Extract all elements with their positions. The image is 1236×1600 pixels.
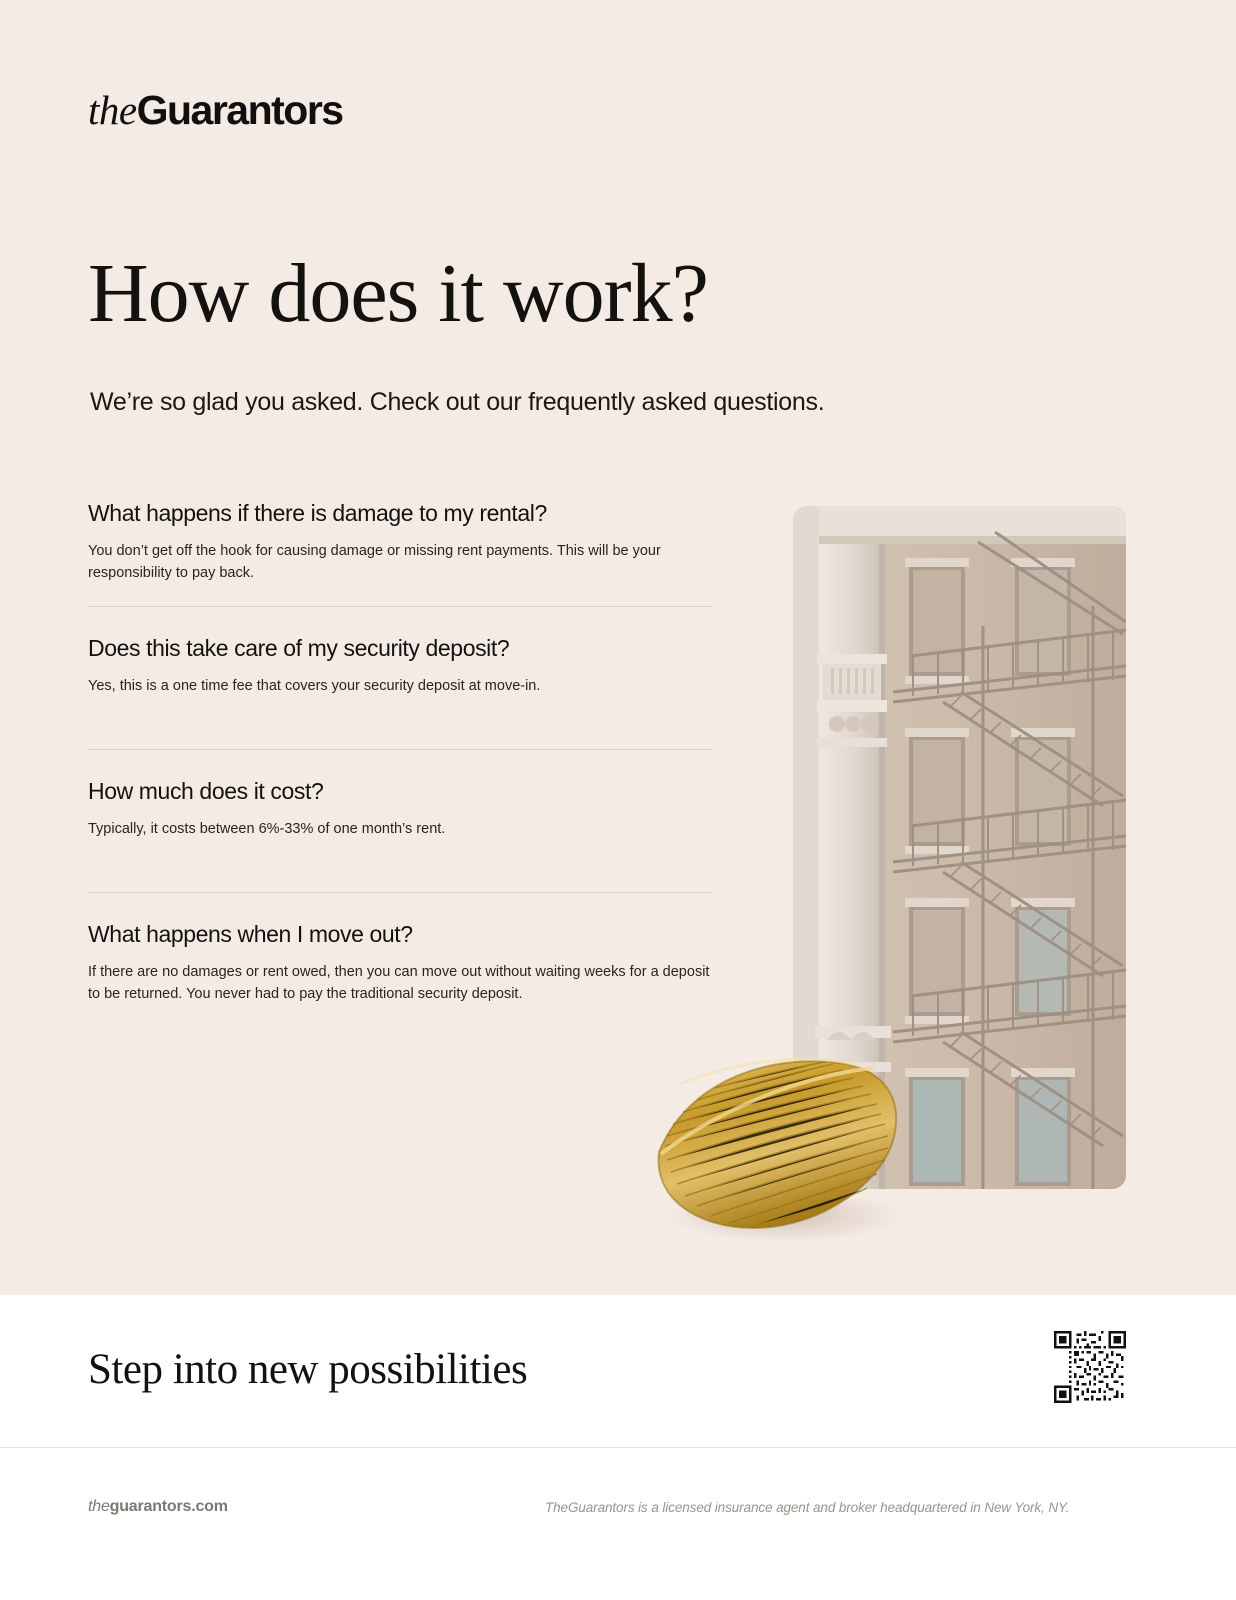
cta-title: Step into new possibilities xyxy=(88,1346,528,1393)
footer-website-the: the xyxy=(88,1498,110,1515)
footer-disclaimer: TheGuarantors is a licensed insurance agent and broker headquartered in New York, NY. xyxy=(545,1500,1070,1515)
faq-item xyxy=(88,892,713,1027)
faq-item xyxy=(88,498,713,606)
footer-website-rest: guarantors.com xyxy=(109,1498,228,1515)
faq-item xyxy=(88,749,713,892)
faq-list xyxy=(88,498,713,1027)
footer-website[interactable] xyxy=(88,1498,228,1516)
page-title: How does it work? xyxy=(88,247,708,340)
faq-answer: If there are no damages or rent owed, then you can move out without waiting weeks for a deposit to be returned. You never had to pay the traditional security deposit. xyxy=(88,964,710,1002)
brand-logo xyxy=(88,86,343,134)
footer-divider xyxy=(0,1447,1236,1448)
brand-logo-name: Guarantors xyxy=(136,87,343,133)
faq-answer: Typically, it costs between 6%-33% of one month’s rent. xyxy=(88,821,446,837)
faq-answer: You don’t get off the hook for causing damage or missing rent payments. This will be your responsibility to pay back. xyxy=(88,543,661,581)
brand-logo-the: the xyxy=(88,87,137,133)
faq-question: What happens when I move out? xyxy=(88,921,413,947)
page-subtitle: We’re so glad you asked. Check out our frequently asked questions. xyxy=(90,388,825,416)
faq-question: How much does it cost? xyxy=(88,778,324,804)
faq-question: What happens if there is damage to my rental? xyxy=(88,500,547,526)
qr-code[interactable] xyxy=(1054,1331,1126,1403)
faq-answer: Yes, this is a one time fee that covers your security deposit at move-in. xyxy=(88,678,541,694)
gold-leaf-dish xyxy=(645,1048,907,1243)
faq-item xyxy=(88,606,713,749)
faq-question: Does this take care of my security deposit? xyxy=(88,635,510,661)
